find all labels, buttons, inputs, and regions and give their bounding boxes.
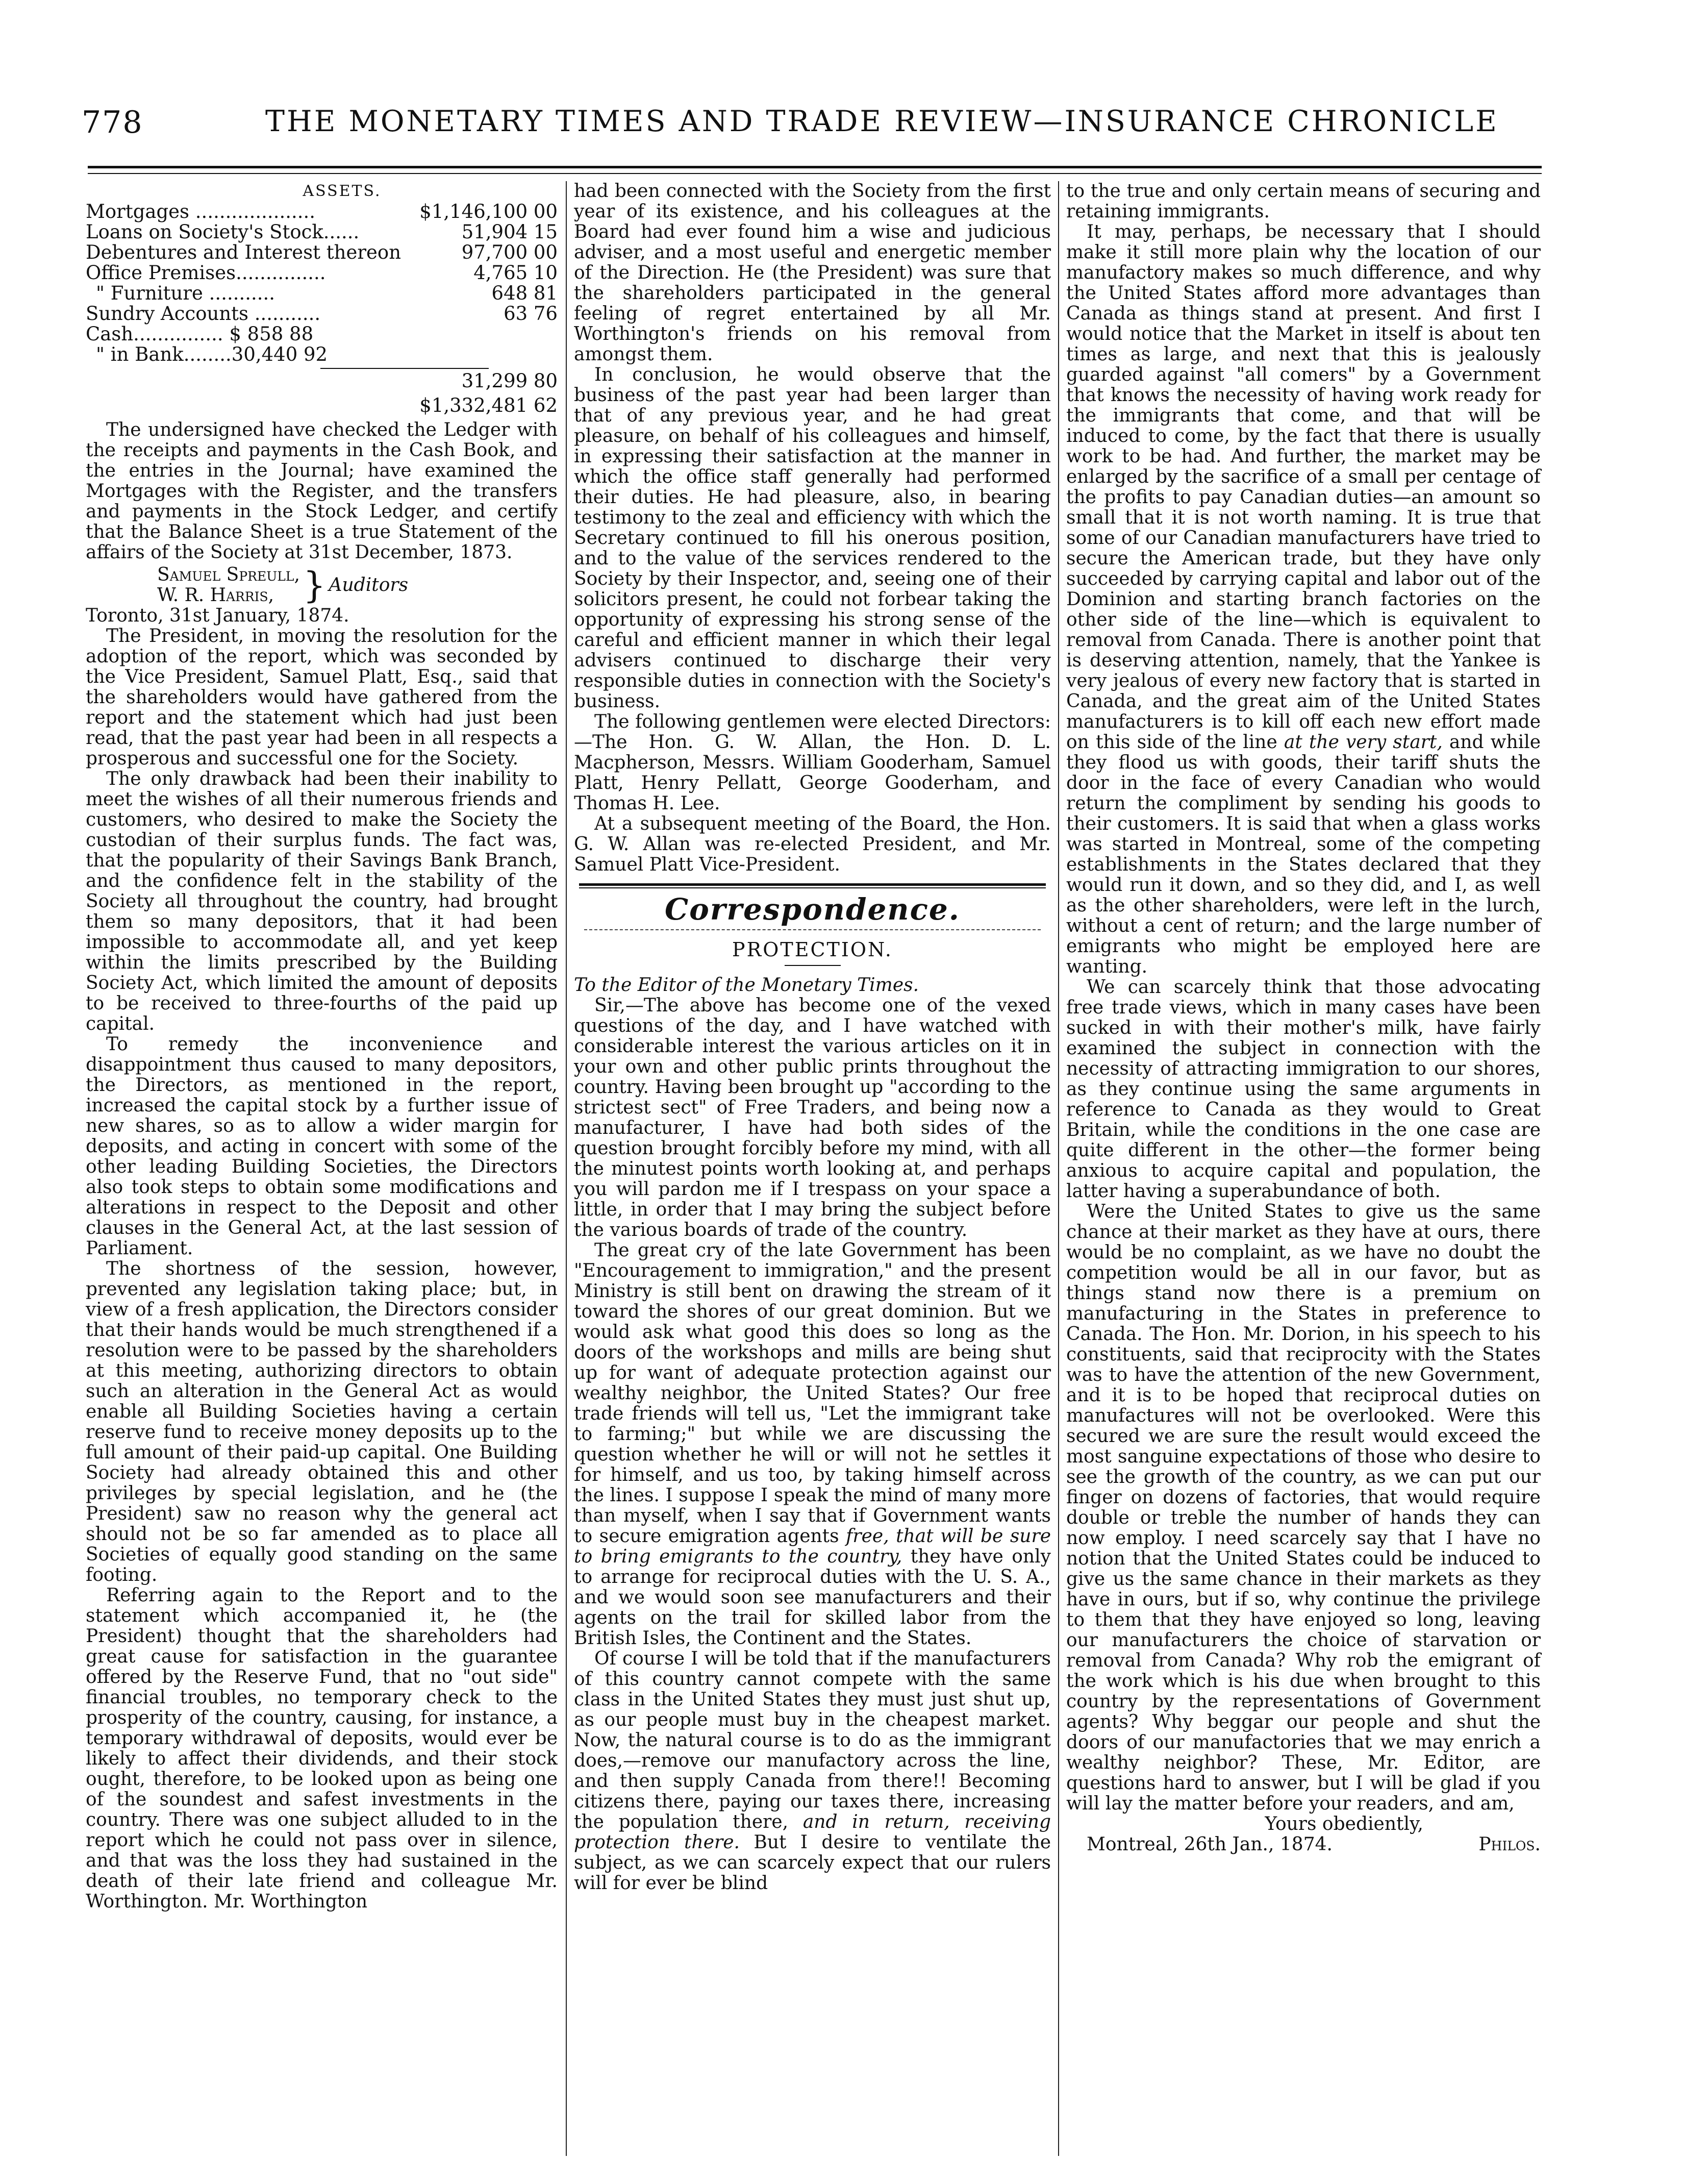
paragraph: had been connected with the Society from the first year of its existence, and his colleagues at the Board had ever found him a wise and judicious adviser, and a most useful and energetic member of the Direction. He (the President) was sure that the shareholders participated in the general feeling of regret entertained by all Mr. Worthington's friends on his removal from amongst them. [574,181,1051,365]
section-divider [579,883,1046,888]
assets-row: Debentures and Interest thereon 97,700 00 [86,241,558,263]
paragraph: Referring again to the Report and to the statement which accompanied it, he (the President) thought that the shareholders had great cause for satisfaction in the guarantee offered by the Reserve Fund, that no "out side" financial troubles, no temporary check to the prosperity of the country, causing, for instance, a temporary withdrawal of deposits, would ever be likely to affect their dividends, and their stock ought, therefore, to be looked upon as being one of the soundest and safest investments in the country. There was one subject alluded to in the report which he could not pass over in silence, and that was the loss they had sustained in the death of their late friend and colleague Mr. Worthington. Mr. Worthington [86,1585,558,1912]
auditor-name: W. R. Harris, [157,585,274,606]
assets-row: Sundry Accounts ........... 63 76 [86,303,558,325]
subtotal-rule [320,368,489,369]
paragraph: The great cry of the late Government has been "Encouragement to immigration," and the present Ministry is still bent on drawing the stream of it toward the shores of our great dominion. But we would ask what good this does so long as the doors of the workshops and mills are being shut up for want of adequate protection against our wealthy neighbor, the United States? Our free trade friends will tell us, "Let the immigrant take to farming;" but while we are discussing the question whether he will or will not he settles it for himself, and us too, by taking himself across the lines. I suppose I speak the mind of many more than myself, when I say that if Government wants to secure emigration agents free, that will be sure to bring emigrants to the country, they have only to arrange for reciprocal duties with the U. S. A., and we would soon see manufacturers and their agents on the trail for skilled labor from the British Isles, the Continent and the States. [574,1240,1051,1649]
paragraph: We can scarcely think that those advocating free trade views, which in many cases have been sucked in with their mother's milk, have fairly examined the subject in connection with the necessity of attracting immigration to our shores, as they continue using the same arguments in reference to Canada as they would to Great Britain, while the conditions in the one case are quite different in the other—the former being anxious to acquire capital and population, the latter having a superabundance of both. [1066,977,1541,1202]
assets-subtotal-row [86,371,558,391]
paragraph: Sir,—The above has become one of the vexed questions of the day, and I have watched with considerable interest the various articles on it in your own and other public prints throughout the country. Having been brought up "according to the strictest sect" of Free Traders, and being now a manufacturer, I have had both sides of the question brought forcibly before my mind, with all the minutest points worth looking at, and perhaps you will pardon me if I trespass on your space a little, in order that I may bring the subject before the various boards of trade of the country. [574,995,1051,1240]
auditors-label: Auditors [329,575,409,595]
header-rule-thick [88,166,1542,168]
column-3 [1066,181,1541,1855]
paragraph: The President, in moving the resolution for the adoption of the report, which was seconded by the Vice President, Samuel Platt, Esq., said that the shareholders would have gathered from the report and the statement which had just been read, that the past year had been in all respects a prosperous and successful one for the Society. [86,626,558,769]
column-2 [574,181,1051,1894]
column-1 [86,181,558,1912]
italic-text: and in return, receiving protection there. [574,1811,1051,1853]
paragraph: The following gentlemen were elected Directors:—The Hon. G. W. Allan, the Hon. D. L. Macpherson, Messrs. William Gooderham, Samuel Platt, Henry Pellatt, George Gooderham, and Thomas H. Lee. [574,711,1051,814]
paragraph: To remedy the inconvenience and disappointment thus caused to many depositors, the Directors, as mentioned in the report, increased the capital stock by a further issue of new shares, so as to allow a wider margin for deposits, and acting in concert with some of the other leading Building Societies, the Directors also took steps to obtain some modifications and alterations in respect to the Deposit and other clauses in the General Act, at the last session of Parliament. [86,1034,558,1259]
salutation: To the Editor of the Monetary Times. [574,975,919,996]
auditors-block [86,565,558,606]
page-header [82,105,1546,151]
dateline: Toronto, 31st January, 1874. [86,605,349,626]
assets-row: " in Bank........30,440 92 [96,343,328,365]
assets-row: Loans on Society's Stock...... 51,904 15 [86,221,558,243]
signature-line [1066,1834,1541,1855]
column-divider [1058,181,1059,2156]
assets-table [86,202,558,420]
section-title: Correspondence. [665,892,960,927]
paragraph: The undersigned have checked the Ledger with the receipts and payments in the Cash Book, and the entries in the Journal; have examined the Mortgages with the Register, and the transfers and payments in the Stock Ledger, and certify that the Balance Sheet is a true Statement of the affairs of the Society at 31st December, 1873. [86,419,558,563]
paragraph: In conclusion, he would observe that the business of the past year had been larger than that of any previous year, and he had great pleasure, on behalf of his colleagues and himself, in expressing their satisfaction at the manner in which the office staff generally had performed their duties. He had pleasure, also, in bearing testimony to the zeal and efficiency with which the Secretary continued to fill his onerous position, and to the value of the services rendered to the Society by their Inspector, and, seeing one of their solicitors present, he could not forbear taking the opportunity of expressing his strong sense of the careful and efficient manner in which their legal advisers continued to discharge their very responsible duties in connection with the Society's business. [574,364,1051,712]
paragraph: At a subsequent meeting of the Board, the Hon. G. W. Allan was re-elected President, and Mr. Samuel Platt Vice-President. [574,813,1051,875]
brace: } [303,564,326,606]
italic-text: free, that will be sure to bring emigrants to the country, [574,1526,1051,1567]
italic-text: at the very start, [1284,732,1443,753]
assets-heading: ASSETS. [303,182,382,200]
paragraph: It may, perhaps, be necessary that I should make it still more plain why the location of our manufactory makes so much difference, and why the United States afford more advantages than Canada as things stand at present. And first I would notice that the Market in itself is about ten times as large, and next that this is jealously guarded against "all comers" by a Government that knows the necessity of having work ready for the immigrants that come, and that will be induced to come, by the fact that there is usually work to be had. And further, the market may be enlarged by the sacrifice of a small per centage of the profits to pay Canadian duties—an amount so small that it is not worth naming. It is true that some of our Canadian manufacturers have tried to secure the American trade, but they have only succeeded by carrying capital and labor out of the Dominion and starting branch factories on the other side of the line—which is equivalent to removal from Canada. There is another point that is deserving attention, namely, that the Yankee is very jealous of every new factory that is started in Canada, and the great aim of the United States manufacturers is to kill off each new effort made on this side of the line at the very start, and while they flood us with goods, their tariff shuts the door in the face of every Canadian who would return the compliment by sending his goods to their customers. It is said that when a glass works was started in Montreal, some of the competing establishments in the States declared that they would run it down, and so they did, and I, as well as the other shareholders, were left in the lurch, without a cent of return; and the large number of emigrants who might be employed here are wanting. [1066,221,1541,977]
auditor-name: Samuel Spreull, [157,564,300,585]
paragraph: Were the United States to give us the same chance at their market as they have at ours, there would be no complaint, as we have no doubt the competition would be all in our favor, but as things stand now there is a premium on manufacturing in the States in preference to Canada. The Hon. Mr. Dorion, in his speech to his constituents, said that reciprocity with the States was to have the attention of the new Government, and it is to be hoped that reciprocal duties on manufactures will not be overlooked. Were this secured we are sure the result would exceed the most sanguine expectations of those who desire to see the growth of the country, as we can put our finger on dozens of factories, that would require double or treble the number of hands they can now employ. I need scarcely say that I have no notion that the United States could be induced to give us the same chance in their markets as they have in ours, but if so, why continue the privilege to them that they have enjoyed so long, leaving our manufacturers the choice of starvation or removal from Canada? Why rob the emigrant of the work which is his due when brought to this country by the representations of Government agents? Why beggar our people and shut the doors of our manufactories that we may enrich a wealthy neighbor? These, Mr. Editor, are questions hard to answer, but I will be glad if you will lay the matter before your readers, and am, [1066,1201,1541,1814]
paragraph: The only drawback had been their inability to meet the wishes of all their numerous friends and customers, who desired to make the Society the custodian of their surplus funds. The fact was, that the popularity of their Savings Bank Branch, and the confidence felt in the stability of the Society all throughout the country, had brought them so many depositors, that it had been impossible to accommodate all, and yet keep within the limits prescribed by the Building Society Act, which limited the amount of deposits to be received to three-fourths of the paid up capital. [86,768,558,1034]
assets-total: $1,332,481 62 [419,394,558,416]
closing: Yours obediently, [1265,1814,1423,1834]
assets-row: Mortgages .................... $1,146,100 00 [86,201,558,222]
page-number: 778 [82,105,143,140]
masthead-title: THE MONETARY TIMES AND TRADE REVIEW—INSURANCE CHRONICLE [265,105,1499,138]
signature: Philos. [1478,1834,1541,1855]
paragraph: to the true and only certain means of securing and retaining immigrants. [1066,181,1541,222]
paragraph: The shortness of the session, however, prevented any legislation taking place; but, in view of a fresh application, the Directors consider that their hands would be much strengthened if a resolution were to be passed by the shareholders at this meeting, authorizing directors to obtain such an alteration in the General Act as would enable all Building Societies having a certain reserve fund to receive money deposits up to the full amount of their paid-up capital. One Building Society had already obtained this and other privileges by special legislation, and he (the President) saw no reason why the general act should not be so far amended as to place all Societies of equally good standing on the same footing. [86,1258,558,1585]
header-rule-thin [88,173,1542,174]
place-date: Montreal, 26th Jan., 1874. [1087,1834,1333,1855]
article-title: PROTECTION. [732,938,893,961]
assets-row: " Furniture ........... 648 81 [96,282,558,304]
assets-row: Cash............... $ 858 88 [86,323,314,345]
column-divider [566,181,567,2156]
ornament-rule [584,929,1041,932]
short-rule [785,965,841,966]
paragraph: Of course I will be told that if the manufacturers of this country cannot compete with the same class in the United States they must just shut up, as our people must buy in the cheapest market. Now, the natural course is to do as the immigrant does,—remove our manufactory across the line, and then supply Canada from there!! Becoming citizens there, paying our taxes there, increasing the population there, and in return, receiving protection there. But I desire to ventilate the subject, as we can scarcely expect that our rulers will for ever be blind [574,1648,1051,1894]
assets-subtotal: 31,299 80 [461,370,558,392]
assets-row: Office Premises............... 4,765 10 [86,262,558,284]
